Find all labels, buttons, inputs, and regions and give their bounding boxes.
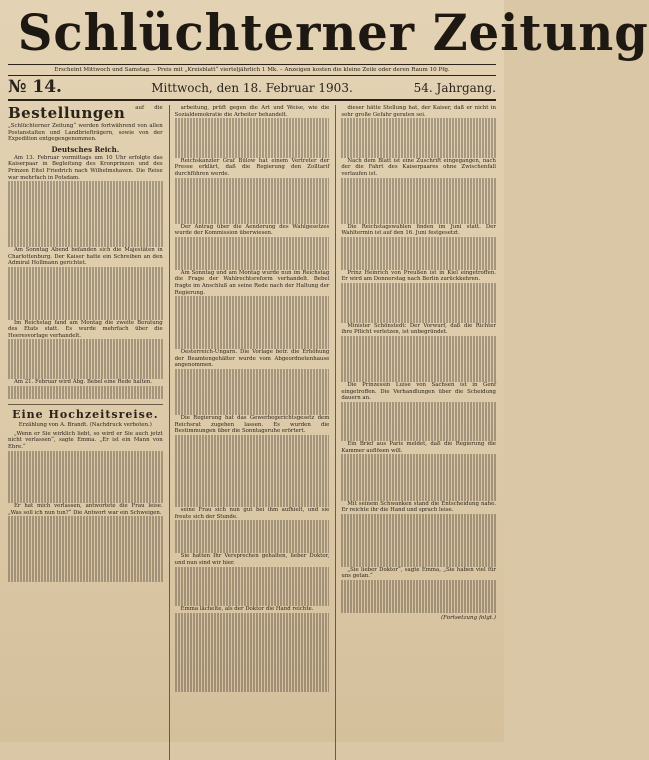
text-line: [341, 250, 496, 257]
article-paragraph: Die Regierung hat das Gewerbegerichtsgesetz dem Reichsrat zugehen lassen. Es wurden die Bestimmungen über die Sonntagsruhe erörtert.: [174, 414, 330, 435]
text-line: [175, 323, 330, 330]
text-line: [8, 470, 163, 477]
text-line: [341, 204, 496, 211]
text-line: [341, 375, 496, 382]
text-line: [8, 569, 163, 576]
text-line: [341, 138, 496, 145]
text-line: [341, 283, 496, 290]
story-paragraph: „Sie lieber Doktor“, sagte Emma, „Sie haben viel für uns getan.“: [341, 566, 497, 580]
text-line: [8, 477, 163, 484]
story-paragraph: Er hat mich verlassen, antwortete die Frau leise. „Was soll ich nun tun?“ Die Antwort war ein Schweigen.: [8, 503, 163, 516]
text-line: [175, 250, 330, 257]
text-line: [175, 389, 330, 396]
text-line: [341, 263, 496, 270]
article-columns: [8, 105, 496, 760]
text-line: [8, 293, 163, 300]
text-line: [8, 353, 163, 360]
text-line: [175, 593, 330, 600]
subscription-line: Erscheint Mittwoch und Samstag. – Preis mit „Kreisblatt“ vierteljährlich 1 Mk. – Anzeigen kosten die kleine Zeile oder deren Raum 10 Pfg.: [8, 64, 496, 76]
text-line: [8, 556, 163, 563]
subscription-text: auf die „Schlüchterner Zeitung“ werden fortwährend von allen Postanstalten und Landbriefträgern, sowie von der Expedition entgegengenommen.: [8, 105, 163, 143]
text-line: [341, 336, 496, 343]
text-line: [175, 613, 330, 620]
text-line: [341, 487, 496, 494]
text-line: [175, 382, 330, 389]
story-paragraph: Sie hatten Ihr Versprechen gehalten, lieber Doktor, und nun sind wir hier.: [174, 553, 330, 566]
text-line: [341, 514, 496, 521]
text-line: [8, 497, 163, 504]
story-paragraph: Mit seinem Schwanken stand die Entscheidung nahe. Er reichte ihr die Hand und sprach leise.: [341, 500, 497, 514]
text-line: [175, 567, 330, 574]
text-line: [175, 646, 330, 653]
text-line: [175, 600, 330, 607]
text-line: [341, 454, 496, 461]
text-line: [175, 441, 330, 448]
text-line: [341, 257, 496, 264]
text-line: [341, 151, 496, 158]
text-line: [175, 336, 330, 343]
story-continuation: (Fortsetzung folgt.): [441, 614, 497, 621]
text-line: [8, 366, 163, 373]
text-line: [175, 375, 330, 382]
text-line: [175, 679, 330, 686]
text-line: [341, 468, 496, 475]
column-middle: [169, 105, 330, 760]
text-line: [175, 586, 330, 593]
text-line: [341, 580, 496, 587]
text-line: [175, 408, 330, 415]
text-line: [175, 547, 330, 554]
text-line: [341, 211, 496, 218]
text-line: [341, 296, 496, 303]
article-paragraph: dieser hätte Stellung hat, der Kaiser, daß er nicht in sehr große Gefahr geraten sei.: [341, 105, 497, 118]
text-line: [8, 563, 163, 570]
text-line: [8, 201, 163, 208]
text-line: [175, 626, 330, 633]
text-line: [175, 468, 330, 475]
text-line: [341, 402, 496, 409]
text-line: [341, 118, 496, 125]
column-right: [335, 105, 496, 760]
text-line: [341, 494, 496, 501]
text-line: [341, 362, 496, 369]
text-line: [8, 214, 163, 221]
text-line: [175, 395, 330, 402]
masthead-title: Schlüchterner Zeitung: [17, 3, 649, 62]
text-line: [175, 316, 330, 323]
article-paragraph: Minister Schönstedt: Der Vorwurf, daß die Richter ihre Pflicht verletzen, ist unbegründet.: [341, 322, 497, 336]
text-line: [341, 125, 496, 132]
text-line: [8, 451, 163, 458]
text-line: [175, 527, 330, 534]
text-line: [175, 573, 330, 580]
text-line: [8, 194, 163, 201]
text-line: [8, 386, 163, 393]
article-paragraph: Im Reichstag fand am Montag die zweite Beratung des Etats statt. Es wurde mehrfach über die Heeresvorlage verhandelt.: [8, 319, 163, 339]
text-line: [341, 540, 496, 547]
text-line: [8, 516, 163, 523]
text-line: [175, 501, 330, 508]
text-line: [341, 481, 496, 488]
text-line: [341, 553, 496, 560]
text-line: [341, 586, 496, 593]
text-line: [175, 263, 330, 270]
text-line: [341, 309, 496, 316]
text-line: [8, 359, 163, 366]
story-paragraph: seine Frau sich nun gut bei ihm aufhielt, und sie freute sich der Stunde.: [174, 507, 330, 520]
article-paragraph: Am 13. Februar vormittags um 10 Uhr erfolgte das Kaiserpaar in Begleitung des Kronprinzen und des Prinzen Eitel Friedrich nach Wilhelmshaven. Die Reise war mehrfach in Potsdam.: [8, 154, 163, 181]
text-line: [8, 227, 163, 234]
text-line: [175, 257, 330, 264]
subscription-heading: Bestellungen: [8, 104, 126, 122]
text-line: [8, 234, 163, 241]
text-line: [175, 178, 330, 185]
issue-date: Mittwoch, den 18. Februar 1903.: [151, 81, 353, 95]
text-line: [341, 534, 496, 541]
text-line: [341, 243, 496, 250]
text-line: [175, 309, 330, 316]
text-line: [175, 540, 330, 547]
article-paragraph: Reichskanzler Graf Bülow hat einem Vertreter der Presse erklärt, daß die Regierung den Zolltarif durchführen werde.: [174, 157, 330, 177]
text-line: [341, 527, 496, 534]
text-line: [341, 145, 496, 152]
article-paragraph: Die Prinzessin Luise von Sachsen ist in Genf eingetroffen. Die Verhandlungen über die Scheidung dauern an.: [341, 381, 497, 402]
text-line: [8, 306, 163, 313]
text-line: [8, 287, 163, 294]
text-line: [8, 208, 163, 215]
article-paragraph: Ein Brief aus Paris meldet, daß die Regierung die Kammer auflösen will.: [341, 441, 497, 454]
text-line: [175, 131, 330, 138]
text-line: [341, 520, 496, 527]
text-line: [175, 204, 330, 211]
text-line: [175, 494, 330, 501]
text-line: [341, 593, 496, 600]
text-line: [341, 600, 496, 607]
text-line: [341, 415, 496, 422]
text-line: [175, 520, 330, 527]
text-line: [175, 237, 330, 244]
text-line: [175, 659, 330, 666]
text-line: [175, 191, 330, 198]
text-line: [175, 118, 330, 125]
text-line: [341, 461, 496, 468]
text-line: [8, 221, 163, 228]
text-line: [175, 580, 330, 587]
text-line: [8, 181, 163, 188]
text-line: [341, 303, 496, 310]
article-paragraph: Oesterreich-Ungarn. Die Vorlage betr. die Erhöhung der Beamtengehälter wurde vom Abgeordnetenhause angenommen.: [174, 348, 330, 369]
text-line: [175, 145, 330, 152]
text-line: [175, 619, 330, 626]
text-line: [8, 490, 163, 497]
text-line: [175, 184, 330, 191]
text-line: [341, 428, 496, 435]
text-line: [175, 217, 330, 224]
text-line: [341, 606, 496, 613]
text-line: [341, 316, 496, 323]
text-line: [341, 184, 496, 191]
text-line: [341, 178, 496, 185]
text-line: [341, 408, 496, 415]
text-line: [175, 402, 330, 409]
text-line: [175, 685, 330, 692]
text-line: [8, 543, 163, 550]
text-line: [175, 125, 330, 132]
story-paragraph: Emma lächelte, als der Doktor die Hand reichte.: [180, 606, 314, 613]
text-line: [8, 346, 163, 353]
issue-number: № 14.: [8, 77, 62, 97]
text-line: [8, 267, 163, 274]
text-line: [8, 241, 163, 248]
article-paragraph: arbeitung, prüft gegen die Art und Weise, wie die Sozialdemokratie die Arbeiter behandelt.: [174, 105, 330, 118]
story-paragraph: „Wenn er Sie wirklich liebt, so wird er Sie auch jetzt nicht verlassen“, sagte Emma. „Er ist ein Mann von Ehre.“: [8, 430, 163, 450]
text-line: [175, 474, 330, 481]
text-line: [8, 372, 163, 379]
text-line: [175, 329, 330, 336]
article-paragraph: Prinz Heinrich von Preußen ist in Kiel eingetroffen. Er wird am Donnerstag nach Berlin zurückkehren.: [341, 269, 497, 283]
text-line: [175, 454, 330, 461]
story-subtitle: Erzählung von A. Brandt. (Nachdruck verboten.): [18, 421, 152, 428]
text-line: [8, 484, 163, 491]
text-line: [341, 422, 496, 429]
text-line: [341, 197, 496, 204]
text-line: [175, 665, 330, 672]
text-line: [175, 303, 330, 310]
text-line: [8, 339, 163, 346]
text-line: [341, 342, 496, 349]
text-line: [341, 435, 496, 442]
text-line: [175, 672, 330, 679]
article-paragraph: Am Sonntag Abend befanden sich die Majestäten in Charlottenburg. Der Kaiser hatte ein Schreiben an den Admiral Hollmann gerichtet.: [8, 247, 163, 267]
text-line: [8, 549, 163, 556]
text-line: [175, 461, 330, 468]
text-line: [341, 369, 496, 376]
column-left: [8, 105, 163, 760]
text-line: [8, 313, 163, 320]
text-line: [175, 296, 330, 303]
text-line: [175, 448, 330, 455]
text-line: [8, 273, 163, 280]
text-line: [8, 576, 163, 583]
section-heading-reich: Deutsches Reich.: [51, 144, 120, 154]
text-line: [8, 188, 163, 195]
text-line: [175, 138, 330, 145]
text-line: [341, 131, 496, 138]
text-line: [8, 464, 163, 471]
text-line: [175, 197, 330, 204]
text-line: [8, 523, 163, 530]
text-line: [341, 237, 496, 244]
text-line: [175, 487, 330, 494]
text-line: [175, 151, 330, 158]
text-line: [175, 633, 330, 640]
text-line: [175, 342, 330, 349]
text-line: [8, 530, 163, 537]
text-line: [175, 211, 330, 218]
text-line: [341, 191, 496, 198]
text-line: [8, 392, 163, 399]
text-line: [175, 652, 330, 659]
text-line: [341, 217, 496, 224]
text-line: [341, 290, 496, 297]
text-line: [8, 280, 163, 287]
text-line: [341, 349, 496, 356]
text-line: [8, 300, 163, 307]
text-line: [341, 356, 496, 363]
text-line: [8, 457, 163, 464]
text-line: [175, 481, 330, 488]
article-paragraph: Die Reichstagswahlen finden im Juni statt. Der Wahltermin ist auf den 16. Juni festgesetzt.: [341, 223, 497, 237]
article-paragraph: Der Antrag über die Aenderung des Wahlgesetzes wurde der Kommission überwiesen.: [174, 223, 330, 237]
text-line: [175, 243, 330, 250]
text-line: [175, 369, 330, 376]
article-paragraph: Am 21. Februar wird Abg. Bebel eine Rede halten.: [14, 378, 153, 385]
text-line: [8, 536, 163, 543]
text-line: [175, 435, 330, 442]
text-line: [341, 547, 496, 554]
text-line: [341, 560, 496, 567]
text-line: [341, 474, 496, 481]
text-line: [175, 639, 330, 646]
text-line: [175, 534, 330, 541]
issue-info-row: [8, 76, 496, 101]
issue-year: 54. Jahrgang.: [413, 81, 496, 95]
article-paragraph: Nach dem Blatt ist eine Zuschrift eingegangen, nach der die Fahrt des Kaiserpaares ohne Zwischenfall verlaufen ist.: [341, 157, 497, 177]
story-title: Eine Hochzeitsreise.: [8, 404, 163, 421]
article-paragraph: Am Sonntag und am Montag wurde nun im Reichstag die Frage der Wahlrechtsreform verhandelt. Bebel fragte im Anschluß an seine Rede nach der Haltung der Regierung.: [174, 269, 330, 296]
